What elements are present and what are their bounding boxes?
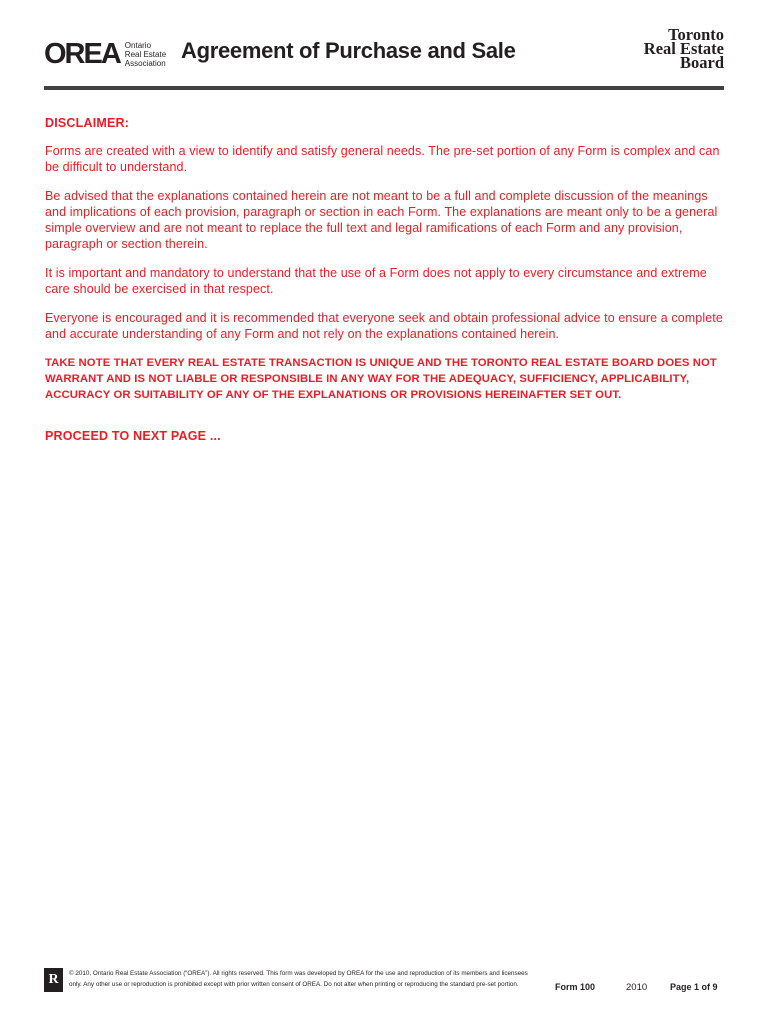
disclaimer-paragraph: Everyone is encouraged and it is recommended that everyone seek and obtain professional advice to ensure a complete and accurate understanding of any Form and not rely on the explanations contained herein. (45, 311, 723, 341)
treb-line: Toronto (668, 25, 724, 44)
disclaimer-paragraph: Forms are created with a view to identify and satisfy general needs. The pre-set portion of any Form is complex and can be difficult to understand. (45, 144, 720, 174)
treb-line: Board (679, 53, 724, 72)
disclaimer-section (45, 116, 725, 443)
disclaimer-paragraph: It is important and mandatory to understand that the use of a Form does not apply to every circumstance and extreme care should be exercised in that respect. (45, 266, 707, 296)
disclaimer-heading: DISCLAIMER: (45, 116, 130, 130)
orea-sub-line: Real Estate (124, 49, 167, 59)
page-footer (44, 968, 724, 998)
realtor-r-icon (44, 968, 63, 992)
header-rule (44, 86, 724, 90)
page-number: Page 1 of 9 (670, 982, 718, 992)
orea-logo (44, 38, 166, 70)
orea-logo-mark: OREA (44, 37, 120, 70)
orea-sub-line: Association (124, 58, 166, 68)
copyright-line: © 2010, Ontario Real Estate Association (“OREA”). All rights reserved. This form was developed by OREA for the use and reproduction of its members and licensees (69, 970, 528, 977)
copyright-notice (69, 968, 569, 990)
form-title: Agreement of Purchase and Sale (181, 38, 516, 63)
form-year: 2010 (626, 982, 648, 993)
form-number: Form 100 (555, 982, 596, 992)
disclaimer-paragraph: Be advised that the explanations contained herein are not meant to be a full and complete discussion of the meanings and implications of each provision, paragraph or section in each Form. The explanations are meant only to be a general simple overview and are not meant to replace the full text and legal ramifications of each Form and any provision, paragraph or section therein. (45, 189, 718, 251)
orea-sub-line: Ontario (124, 40, 152, 50)
treb-line: Real Estate (643, 39, 724, 58)
liability-notice: TAKE NOTE THAT EVERY REAL ESTATE TRANSACTION IS UNIQUE AND THE TORONTO REAL ESTATE BOARD DOES NOT WARRANT AND IS NOT LIABLE OR RESPONSIBLE IN ANY WAY FOR THE ADEQUACY, SUFFICIENCY, APPLICABILITY, ACCURACY OR SUITABILITY OF ANY OF THE EXPLANATIONS OR PROVISIONS HEREINAFTER SET OUT. (45, 357, 717, 401)
treb-logo (643, 25, 724, 72)
page-header (44, 25, 724, 78)
copyright-line: only. Any other use or reproduction is prohibited except with prior written consent of OREA. Do not alter when printing or reproducing the standard pre-set portion. (69, 981, 519, 988)
orea-logo-subtitle (125, 41, 166, 68)
realtor-glyph: R (48, 972, 59, 987)
proceed-next-page: PROCEED TO NEXT PAGE ... (45, 429, 221, 443)
